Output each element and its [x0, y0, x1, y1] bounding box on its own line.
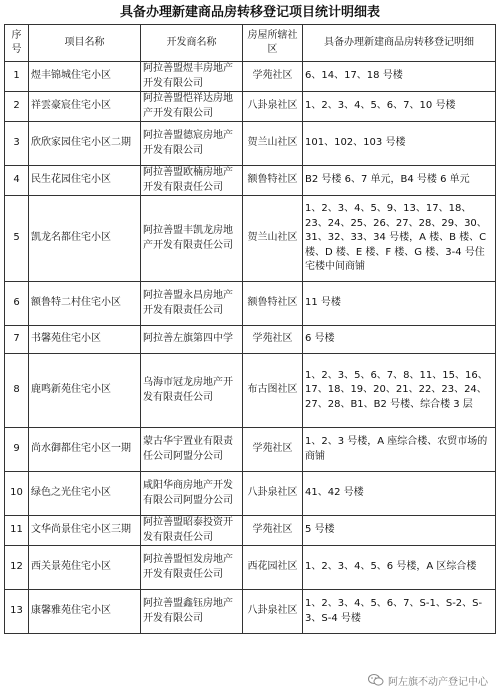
cell-detail: 1、2、3、4、5、9、13、17、18、23、24、25、26、27、28、29、30、31、32、33、34 号楼，A 楼、B 楼、C 楼、D 楼、E 楼、F 楼、G 楼、3-4 号住宅楼中间商铺 — [303, 196, 496, 282]
table-row — [5, 546, 496, 590]
header-community: 房屋所辖社区 — [243, 25, 303, 62]
cell-developer: 阿拉善盟恺祥达房地产开发有限公司 — [141, 92, 243, 122]
table-row — [5, 92, 496, 122]
cell-no: 2 — [5, 92, 29, 122]
cell-developer: 阿拉善盟鑫钰房地产开发有限公司 — [141, 590, 243, 634]
wechat-icon — [368, 673, 384, 687]
cell-community: 西花园社区 — [243, 546, 303, 590]
header-project: 项目名称 — [29, 25, 141, 62]
cell-community: 八卦泉社区 — [243, 92, 303, 122]
cell-project: 尚水御都住宅小区一期 — [29, 428, 141, 472]
cell-detail: 5 号楼 — [303, 516, 496, 546]
cell-community: 额鲁特社区 — [243, 166, 303, 196]
cell-community: 贺兰山社区 — [243, 196, 303, 282]
cell-project: 祥雲豪宸住宅小区 — [29, 92, 141, 122]
cell-developer: 阿拉善盟昭泰投资开发有限责任公司 — [141, 516, 243, 546]
cell-developer: 阿拉善盟恒发房地产开发有限责任公司 — [141, 546, 243, 590]
table-row — [5, 196, 496, 282]
cell-no: 7 — [5, 326, 29, 354]
cell-detail: B2 号楼 6、7 单元，B4 号楼 6 单元 — [303, 166, 496, 196]
cell-no: 10 — [5, 472, 29, 516]
cell-detail: 1、2、3、4、5、6 号楼，A 区综合楼 — [303, 546, 496, 590]
cell-no: 3 — [5, 122, 29, 166]
cell-no: 8 — [5, 354, 29, 428]
header-detail: 具备办理新建商品房转移登记明细 — [303, 25, 496, 62]
table-row — [5, 472, 496, 516]
cell-community: 额鲁特社区 — [243, 282, 303, 326]
cell-community: 布古图社区 — [243, 354, 303, 428]
cell-detail: 6 号楼 — [303, 326, 496, 354]
table-row — [5, 326, 496, 354]
cell-project: 绿色之光住宅小区 — [29, 472, 141, 516]
statistics-table — [4, 24, 496, 634]
cell-project: 康馨雅苑住宅小区 — [29, 590, 141, 634]
cell-no: 6 — [5, 282, 29, 326]
cell-developer: 阿拉善盟丰凯龙房地产开发有限责任公司 — [141, 196, 243, 282]
table-row — [5, 590, 496, 634]
cell-developer: 阿拉善盟欧楠房地产开发有限责任公司 — [141, 166, 243, 196]
cell-community: 贺兰山社区 — [243, 122, 303, 166]
header-developer: 开发商名称 — [141, 25, 243, 62]
cell-project: 欣欣家园住宅小区二期 — [29, 122, 141, 166]
cell-no: 5 — [5, 196, 29, 282]
cell-developer: 乌海市冠龙房地产开发有限责任公司 — [141, 354, 243, 428]
cell-developer: 阿拉善左旗第四中学 — [141, 326, 243, 354]
watermark-text: 阿左旗不动产登记中心 — [388, 676, 488, 688]
table-row — [5, 166, 496, 196]
cell-project: 额鲁特二村住宅小区 — [29, 282, 141, 326]
cell-project: 文华尚景住宅小区三期 — [29, 516, 141, 546]
cell-detail: 1、2、3、4、5、6、7、S-1、S-2、S-3、S-4 号楼 — [303, 590, 496, 634]
cell-developer: 阿拉善盟永昌房地产开发有限责任公司 — [141, 282, 243, 326]
header-row — [5, 25, 496, 62]
cell-detail: 1、2、3、4、5、6、7、10 号楼 — [303, 92, 496, 122]
cell-project: 民生花园住宅小区 — [29, 166, 141, 196]
cell-no: 11 — [5, 516, 29, 546]
cell-community: 学苑社区 — [243, 326, 303, 354]
table-row — [5, 122, 496, 166]
cell-detail: 6、14、17、18 号楼 — [303, 62, 496, 92]
cell-no: 9 — [5, 428, 29, 472]
cell-no: 1 — [5, 62, 29, 92]
cell-detail: 41、42 号楼 — [303, 472, 496, 516]
cell-community: 学苑社区 — [243, 62, 303, 92]
cell-community: 八卦泉社区 — [243, 590, 303, 634]
cell-project: 凯龙名都住宅小区 — [29, 196, 141, 282]
cell-community: 八卦泉社区 — [243, 472, 303, 516]
cell-developer: 咸阳华商房地产开发有限公司阿盟分公司 — [141, 472, 243, 516]
cell-project: 书馨苑住宅小区 — [29, 326, 141, 354]
cell-developer: 阿拉善盟德宸房地产开发有限公司 — [141, 122, 243, 166]
table-title: 具备办理新建商品房转移登记项目统计明细表 — [119, 5, 380, 20]
cell-project: 鹿鸣新苑住宅小区 — [29, 354, 141, 428]
table-row — [5, 354, 496, 428]
cell-detail: 1、2、3 号楼，A 座综合楼、农贸市场的商铺 — [303, 428, 496, 472]
cell-developer: 蒙古华宇置业有限责任公司阿盟分公司 — [141, 428, 243, 472]
header-no: 序号 — [5, 25, 29, 62]
cell-community: 学苑社区 — [243, 516, 303, 546]
cell-no: 13 — [5, 590, 29, 634]
table-row — [5, 428, 496, 472]
cell-detail: 1、2、3、5、6、7、8、11、15、16、17、18、19、20、21、22、23、24、27、28、B1、B2 号楼、综合楼 3 层 — [303, 354, 496, 428]
watermark — [366, 670, 490, 690]
cell-developer: 阿拉善盟煜丰房地产开发有限公司 — [141, 62, 243, 92]
cell-project: 煜丰锦城住宅小区 — [29, 62, 141, 92]
cell-detail: 101、102、103 号楼 — [303, 122, 496, 166]
table-row — [5, 62, 496, 92]
cell-no: 4 — [5, 166, 29, 196]
table-row — [5, 282, 496, 326]
table-row — [5, 516, 496, 546]
cell-community: 学苑社区 — [243, 428, 303, 472]
cell-no: 12 — [5, 546, 29, 590]
cell-detail: 11 号楼 — [303, 282, 496, 326]
cell-project: 西关景苑住宅小区 — [29, 546, 141, 590]
